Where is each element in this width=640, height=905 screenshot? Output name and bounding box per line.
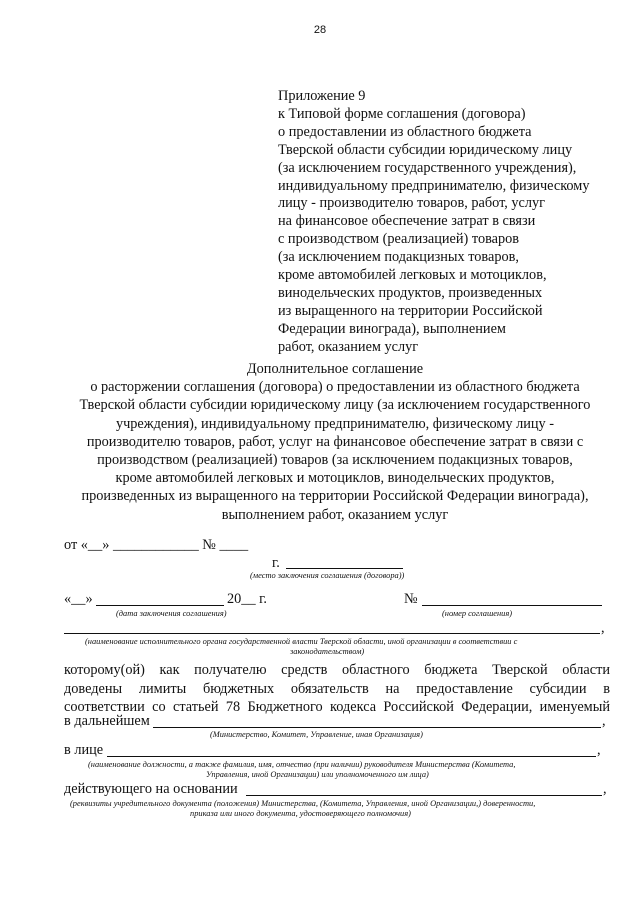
city-field[interactable] (286, 568, 403, 569)
basis-caption: (реквизиты учредительного документа (положения) Министерства, (Комитета, Управления, иной Организации,) доверенности, (70, 799, 536, 808)
agreement-number-field[interactable] (422, 605, 602, 606)
ministry-field[interactable] (153, 727, 601, 728)
page-number: 28 (313, 24, 327, 36)
city-prefix: г. (272, 555, 280, 571)
appendix-line: Приложение 9 (278, 88, 366, 104)
title-line: кроме автомобилей легковых и мотоциклов, винодельческих продуктов, (115, 470, 555, 487)
appendix-line: работ, оказанием услуг (278, 338, 419, 355)
person-caption-cont: Управления, иной Организации) или уполномоченного им лица) (206, 770, 429, 779)
appendix-header (278, 88, 590, 357)
appendix-line: из выращенного на территории Российской (278, 302, 543, 319)
basis-comma: , (603, 781, 607, 797)
in-person-label: в лице (64, 742, 104, 758)
date-number-line: от «__» ____________ № ____ (64, 537, 249, 553)
appendix-line: индивидуальному предпринимателю, физическому (278, 177, 590, 194)
paragraph-line: соответствии со статьей 78 Бюджетного кодекса Российской Федерации, именуемый (64, 699, 610, 716)
acting-basis-label: действующего на основании (64, 781, 238, 797)
number-caption: (номер соглашения) (442, 609, 513, 618)
person-comma: , (597, 742, 601, 758)
appendix-line: на финансовое обеспечение затрат в связи (278, 213, 536, 230)
appendix-line: кроме автомобилей легковых и мотоциклов, (278, 267, 547, 284)
appendix-line: о предоставлении из областного бюджета (278, 123, 532, 140)
title-line: производителю товаров, работ, услуг на финансовое обеспечение затрат в связи с (86, 433, 584, 450)
appendix-line: к Типовой форме соглашения (договора) (278, 105, 526, 122)
paragraph-line: которому(ой) как получателю средств областного бюджета Тверской области (64, 662, 610, 678)
appendix-line: с производством (реализацией) товаров (278, 231, 520, 248)
title-line: о расторжении соглашения (договора) о предоставлении из областного бюджета (90, 379, 580, 396)
basis-field[interactable] (246, 795, 602, 796)
title-line: Тверской области субсидии юридическому лицу (за исключением государственного (79, 397, 591, 414)
ministry-comma: , (602, 713, 606, 729)
appendix-line: (за исключением государственного учреждения), (278, 159, 577, 176)
agreement-title (30, 360, 640, 524)
appendix-line: лицу - производителю товаров, работ, услуг (278, 195, 546, 212)
date-field[interactable] (96, 605, 224, 606)
title-line: выполнением работ, оказанием услуг (221, 506, 449, 523)
appendix-line: винодельческих продуктов, произведенных (278, 284, 543, 301)
body-paragraph (64, 661, 610, 717)
authority-field[interactable] (64, 633, 600, 634)
basis-caption-cont: приказа или иного документа, удостоверяющего полномочия) (190, 809, 411, 818)
authority-comma: , (601, 620, 605, 636)
ministry-caption: (Министерство, Комитет, Управление, иная Организация) (210, 730, 423, 739)
year-text: 20__ г. (227, 591, 267, 607)
title-line: производством (реализацией) товаров (за исключением подакцизных товаров, (97, 452, 573, 469)
appendix-line: Тверской области субсидии юридическому лицу (278, 141, 573, 158)
appendix-line: Федерации винограда), выполнением (278, 320, 506, 337)
city-caption: (место заключения соглашения (договора)) (250, 571, 405, 580)
date-caption: (дата заключения соглашения) (116, 609, 227, 618)
title-line: Дополнительное соглашение (246, 361, 424, 377)
paragraph-line: доведены лимиты бюджетных обязательств на предоставление субсидии в (64, 680, 610, 697)
person-caption: (наименование должности, а также фамилия, имя, отчество (при наличии) руководителя Министерства (Комитета, (88, 760, 516, 769)
authority-caption: (наименование исполнительного органа государственной власти Тверской области, иной организации в соответствии с (85, 637, 518, 646)
appendix-line: (за исключением подакцизных товаров, (278, 249, 519, 266)
person-field[interactable] (107, 756, 596, 757)
date-quote: «__» (64, 591, 93, 607)
title-line: произведенных из выращенного на территории Российской Федерации винограда), (81, 488, 589, 505)
title-line: учреждения), индивидуальному предпринимателю, физическому лицу - (115, 415, 555, 432)
number-sign: № (404, 591, 418, 607)
hereinafter-label: в дальнейшем (64, 713, 150, 729)
authority-caption-cont: законодательством) (290, 647, 365, 656)
